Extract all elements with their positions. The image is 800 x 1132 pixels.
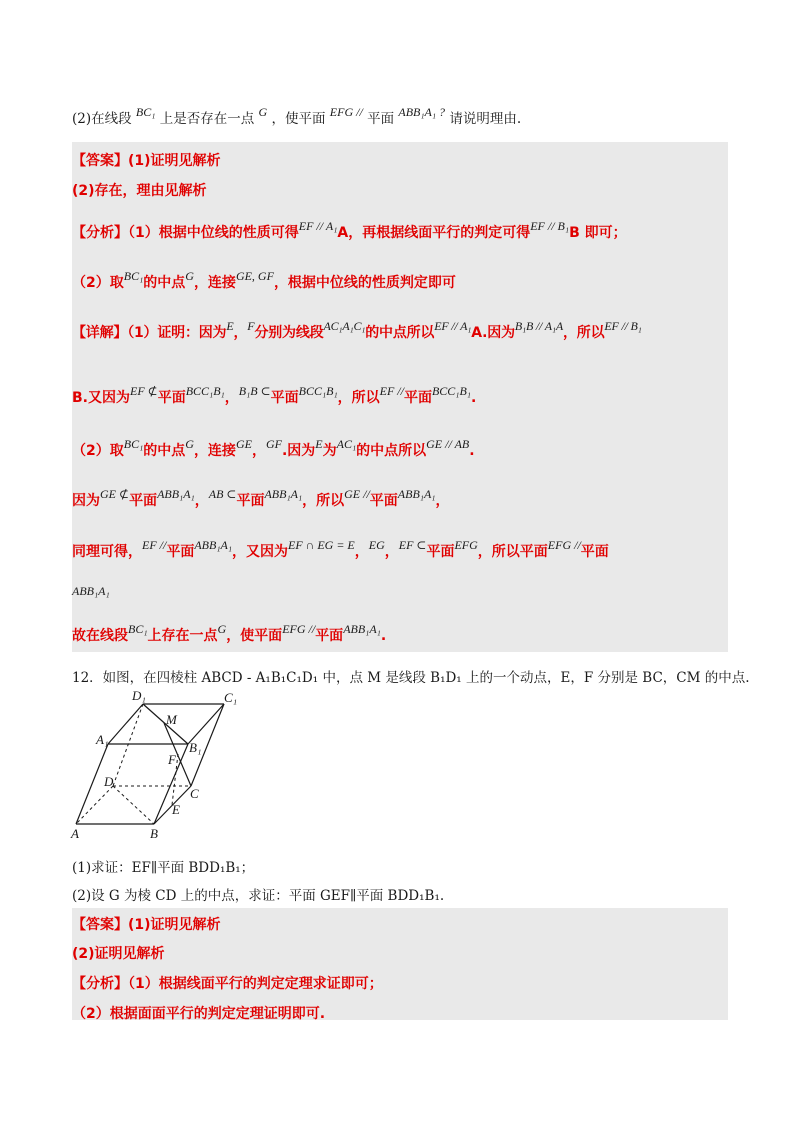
label-C1: C₁ [224,690,238,705]
label-D: D [104,774,114,789]
detail-line-7: 故在线段BC₁上存在一点G，使平面EFG //平面ABB₁A₁. [72,622,387,644]
edge-D1A1 [108,704,143,744]
detail-line-5: 同理可得，EF //平面ABB₁A₁，又因为EF ∩ EG = E，EG，EF ⊂平面EFG，所以平面EFG //平面 [72,538,609,560]
label-B1: B₁ [189,740,202,755]
label-F: F [168,752,176,767]
q11-text: ，使平面 [271,111,326,127]
label-M: M [166,712,177,727]
answer-line: 【答案】(1)证明见解析 [72,917,221,933]
edge-D1D [113,704,143,786]
q11-text: (2)在线段 [72,111,132,127]
edge-C1B1 [188,704,224,744]
label-C: C [190,786,199,801]
answer-line: 【答案】(1)证明见解析 [72,153,221,169]
q11-part2 [72,107,521,127]
edge-DA [76,786,113,824]
detail-line-6: ABB₁A₁ [72,584,110,598]
analysis-line: （2）根据面面平行的判定定理证明即可. [72,1006,326,1022]
label-B: B [150,826,158,840]
label-E: E [172,802,180,817]
prism-figure [66,690,246,840]
label-A1: A₁ [96,732,109,747]
q11-text: 请说明理由. [449,111,522,127]
detail-line-2: B.又因为EF ⊄平面BCC₁B₁，B₁B ⊂平面BCC₁B₁，所以EF //平面BCC₁B₁. [72,384,477,406]
q12-part1: (1)求证：EF∥平面 BDD₁B₁； [72,860,255,876]
detail-line-3: （2）取BC₁的中点G，连接GE，GF.因为E为AC₁的中点所以GE // AB. [72,437,475,459]
answer-line: (2)证明见解析 [72,946,165,962]
label-A: A [71,826,79,840]
math-plane: EFG // [329,105,363,119]
label-D1: D₁ [132,690,146,703]
detail-line-1: 【详解】（1）证明：因为E，F分别为线段AC₁A₁C₁的中点所以EF // A₁A.因为B₁B // A₁A，所以EF // B₁ [72,319,642,341]
analysis-line-1: 【分析】（1）根据中位线的性质可得EF // A₁A，再根据线面平行的判定可得EF // B₁B 即可； [72,219,627,241]
q12-stem: 12．如图，在四棱柱 ABCD - A₁B₁C₁D₁ 中，点 M 是线段 B₁D₁ 上的一个动点，E，F 分别是 BC，CM 的中点. [72,670,750,686]
math-seg: BC₁ [135,105,156,119]
edge-DB [113,786,154,824]
math-point: G [258,105,268,119]
analysis-line: 【分析】（1）根据线面平行的判定定理求证即可； [72,976,383,992]
detail-line-4: 因为GE ⊄平面ABB₁A₁，AB ⊂平面ABB₁A₁，所以GE //平面ABB₁A₁， [72,487,450,509]
analysis-line-2: （2）取BC₁的中点G，连接GE, GF，根据中位线的性质判定即可 [72,269,456,291]
math-plane: ABB₁A₁ ? [398,105,446,119]
q12-part2: (2)设 G 为棱 CD 上的中点，求证：平面 GEF∥平面 BDD₁B₁. [72,888,445,904]
q11-text: 上是否存在一点 [159,111,255,127]
q11-text: 平面 [367,111,395,127]
answer-line: (2)存在，理由见解析 [72,183,207,199]
